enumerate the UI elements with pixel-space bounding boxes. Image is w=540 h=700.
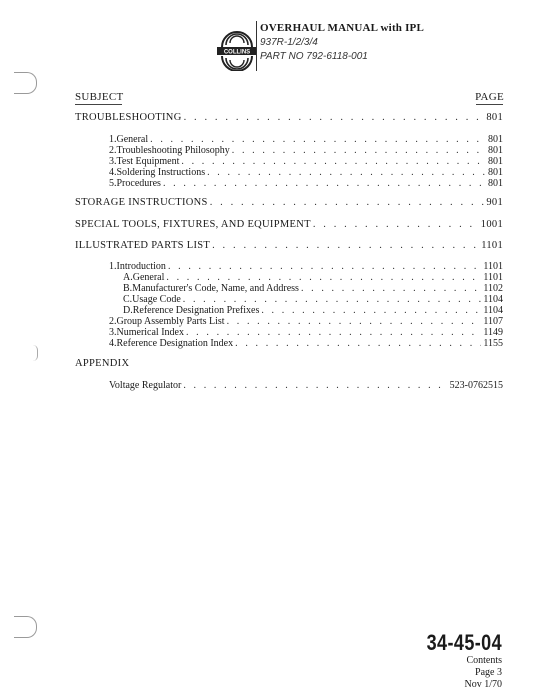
chapter-code: 34-45-04 [426,630,502,655]
toc-entry: Voltage Regulator . . . 523-0762515 [109,380,503,391]
toc-entry: 4. Reference Designation Index . . . 1155 [109,338,503,349]
toc-entry: 3. Test Equipment . . . 801 [109,156,503,167]
toc-entry: A. General . . . 1101 [123,272,503,283]
binder-hole [14,616,37,638]
subject-underline [75,104,122,105]
collins-logo-icon [216,29,258,71]
subject-column-header: SUBJECT [75,91,124,103]
header-divider [256,21,257,71]
toc-entry [75,112,503,123]
toc-entry-page: 801 [486,112,503,123]
page-column-header: PAGE [475,91,504,103]
toc-entry: 4. Soldering Instructions . . . 801 [109,167,503,178]
toc-entry: D. Reference Designation Prefixes . . . 1104 [123,305,503,316]
toc-entry: 5. Procedures . . . 801 [109,178,503,189]
footer-date: Nov 1/70 [464,679,502,690]
toc-entry: 3. Numerical Index . . . 1149 [109,327,503,338]
toc-entry: 1. General . . . 801 [109,134,503,145]
svg-text:COLLINS: COLLINS [223,49,251,56]
toc-entry: SPECIAL TOOLS, FIXTURES, AND EQUIPMENT . . . 1001 [75,219,503,230]
toc-entry-title: TROUBLESHOOTING [75,112,182,123]
footer-section: Contents [466,655,502,666]
toc-entry: STORAGE INSTRUCTIONS . . . 901 [75,197,503,208]
footer-page: Page 3 [475,667,502,678]
binder-hole [14,72,37,94]
part-number: PART NO 792-6118-001 [260,51,368,62]
appendix-heading: APPENDIX [75,358,130,369]
toc-entry: B. Manufacturer's Code, Name, and Address . . . 1102 [123,283,503,294]
toc-entry: ILLUSTRATED PARTS LIST . . . 1101 [75,240,503,251]
binder-mark [33,345,38,361]
toc-entry: 2. Group Assembly Parts List . . . 1107 [109,316,503,327]
manual-title: OVERHAUL MANUAL with IPL [260,22,425,34]
page-underline [476,104,503,105]
toc-entry: C. Usage Code . . . 1104 [123,294,503,305]
model-number: 937R-1/2/3/4 [260,37,318,48]
toc-entry: 1. Introduction . . . 1101 [109,261,503,272]
toc-entry: 2. Troubleshooting Philosophy . . . 801 [109,145,503,156]
